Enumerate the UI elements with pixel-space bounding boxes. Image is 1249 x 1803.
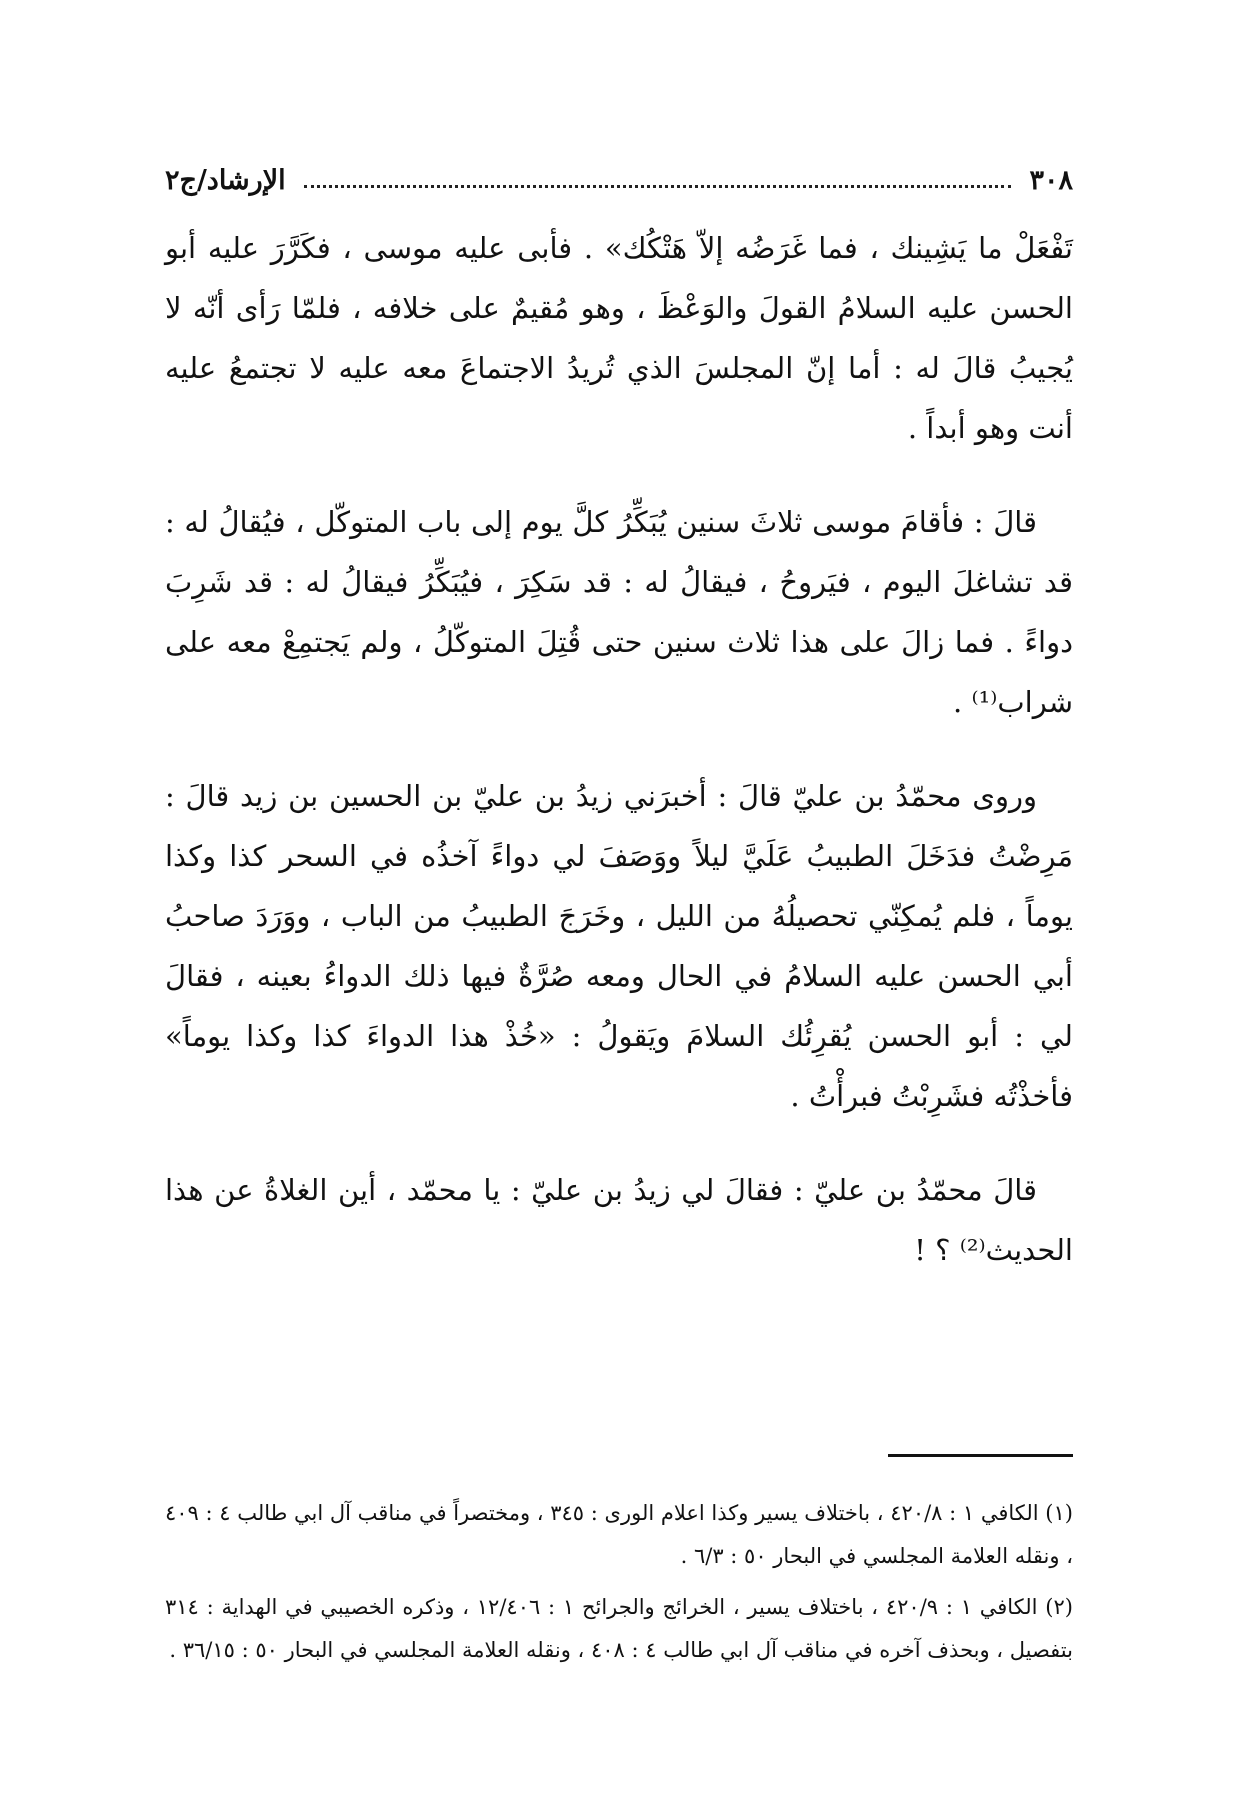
- footnote-divider: [888, 1454, 1073, 1457]
- page-header: [165, 160, 1073, 200]
- footnotes: [165, 1492, 1073, 1672]
- paragraph-1: تَفْعَلْ ما يَشِينك ، فما غَرَضُه إلاّ هَتْكُك» . فأبى عليه موسى ، فكَرَّرَ عليه أبو الحسن عليه السلامُ القولَ والوَعْظَ ، وهو مُقيمٌ على خلافه ، فلمّا رَأى أنّه لا يُجيبُ قالَ له : أما إنّ المجلسَ الذي تُريدُ الاجتماعَ معه عليه لا تجتمعُ عليه أنت وهو أبداً .: [165, 231, 1073, 445]
- footnote-1: (١) الكافي ١ : ٤٢٠/٨ ، باختلاف يسير وكذا اعلام الورى : ٣٤٥ ، ومختصراً في مناقب آل ابي طالب ٤ : ٤٠٩ ، ونقله العلامة المجلسي في البحار ٥٠ : ٦/٣ .: [165, 1501, 1073, 1568]
- main-text: [165, 218, 1073, 1280]
- paragraph-3: وروى محمّدُ بن عليّ قالَ : أخبرَني زيدُ بن عليّ بن الحسين بن زيد قالَ : مَرِضْتُ فدَخَلَ الطبيبُ عَلَيَّ ليلاً ووَصَفَ لي دواءً آخذُه في السحر كذا وكذا يوماً ، فلم يُمكِنّي تحصيلُهُ من الليل ، وخَرَجَ الطبيبُ من الباب ، ووَرَدَ صاحبُ أبي الحسن عليه السلامُ في الحال ومعه صُرَّةٌ فيها ذلك الدواءُ بعينه ، فقالَ لي : أبو الحسن يُقرِئُك السلامَ ويَقولُ : «خُذْ هذا الدواءَ كذا وكذا يوماً» فأخذْتُه فشَرِبْتُ فبرأْتُ .: [165, 779, 1073, 1113]
- paragraph-4: قالَ محمّدُ بن عليّ : فقالَ لي زيدُ بن عليّ : يا محمّد ، أين الغلاةُ عن هذا الحديث⁽²⁾ ؟ !: [165, 1173, 1073, 1267]
- header-dot-leader: [304, 185, 1012, 188]
- page-number: ٣٠٨: [1029, 164, 1073, 196]
- footnote-2: (٢) الكافي ١ : ٤٢٠/٩ ، باختلاف يسير ، الخرائج والجرائح ١ : ١٢/٤٠٦ ، وذكره الخصيبي في الهداية : ٣١٤ بتفصيل ، وبحذف آخره في مناقب آل ابي طالب ٤ : ٤٠٨ ، ونقله العلامة المجلسي في البحار ٥٠ : ٣٦/١٥ .: [165, 1595, 1073, 1662]
- paragraph-2: قالَ : فأقامَ موسى ثلاثَ سنين يُبَكِّرُ كلَّ يوم إلى باب المتوكّل ، فيُقالُ له : قد تشاغلَ اليوم ، فيَروحُ ، فيقالُ له : قد سَكِرَ ، فيُبَكِّرُ فيقالُ له : قد شَرِبَ دواءً . فما زالَ على هذا ثلاث سنين حتى قُتِلَ المتوكّلُ ، ولم يَجتمِعْ معه على شراب⁽¹⁾ .: [165, 505, 1073, 719]
- running-title: الإرشاد/ج٢: [165, 164, 286, 196]
